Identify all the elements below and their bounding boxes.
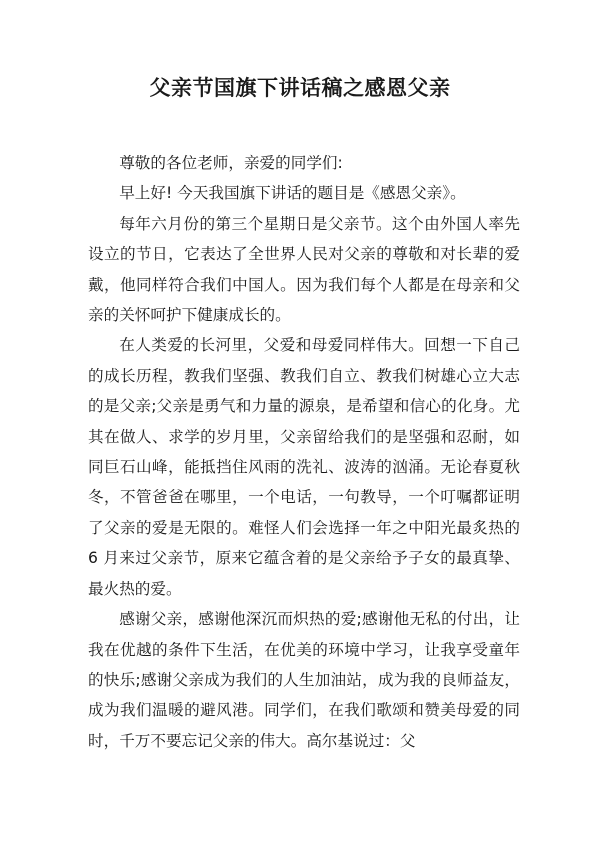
greeting-paragraph: 早上好! 今天我国旗下讲话的题目是《感恩父亲》。 (119, 184, 466, 203)
body-paragraph: 感谢父亲，感谢他深沉而炽热的爱;感谢他无私的付出，让我在优越的条件下生活，在优美的环境中学习，让我享受童年的快乐;感谢父亲成为我们的人生加油站，成为我的良师益友，成为我们温暖的避风港。同学们，在我们歌颂和赞美母爱的同时，千万不要忘记父亲的伟大。高尔基说过：父 (88, 610, 520, 750)
body-paragraph: 每年六月份的第三个星期日是父亲节。这个由外国人率先设立的节日，它表达了全世界人民对父亲的尊敬和对长辈的爱戴，他同样符合我们中国人。因为我们每个人都是在母亲和父亲的关怀呵护下健康成长的。 (88, 214, 520, 325)
body-paragraph: 在人类爱的长河里，父爱和母爱同样伟大。回想一下自己的成长历程，教我们坚强、教我们自立、教我们树雄心立大志的是父亲;父亲是勇气和力量的源泉，是希望和信心的化身。尤其在做人、求学的岁月里，父亲留给我们的是坚强和忍耐，如同巨石山峰，能抵挡住风雨的洗礼、波涛的汹涌。无论春夏秋冬，不管爸爸在哪里，一个电话，一句教导，一个叮嘱都证明了父亲的爱是无限的。难怪人们会选择一年之中阳光最炙热的 6 月来过父亲节，原来它蕴含着的是父亲给予子女的最真挚、最火热的爱。 (88, 336, 520, 598)
salutation-paragraph: 尊敬的各位老师，亲爱的同学们: (119, 154, 343, 172)
document-title: 父亲节国旗下讲话稿之感恩父亲 (149, 76, 451, 100)
document-body (88, 148, 520, 756)
